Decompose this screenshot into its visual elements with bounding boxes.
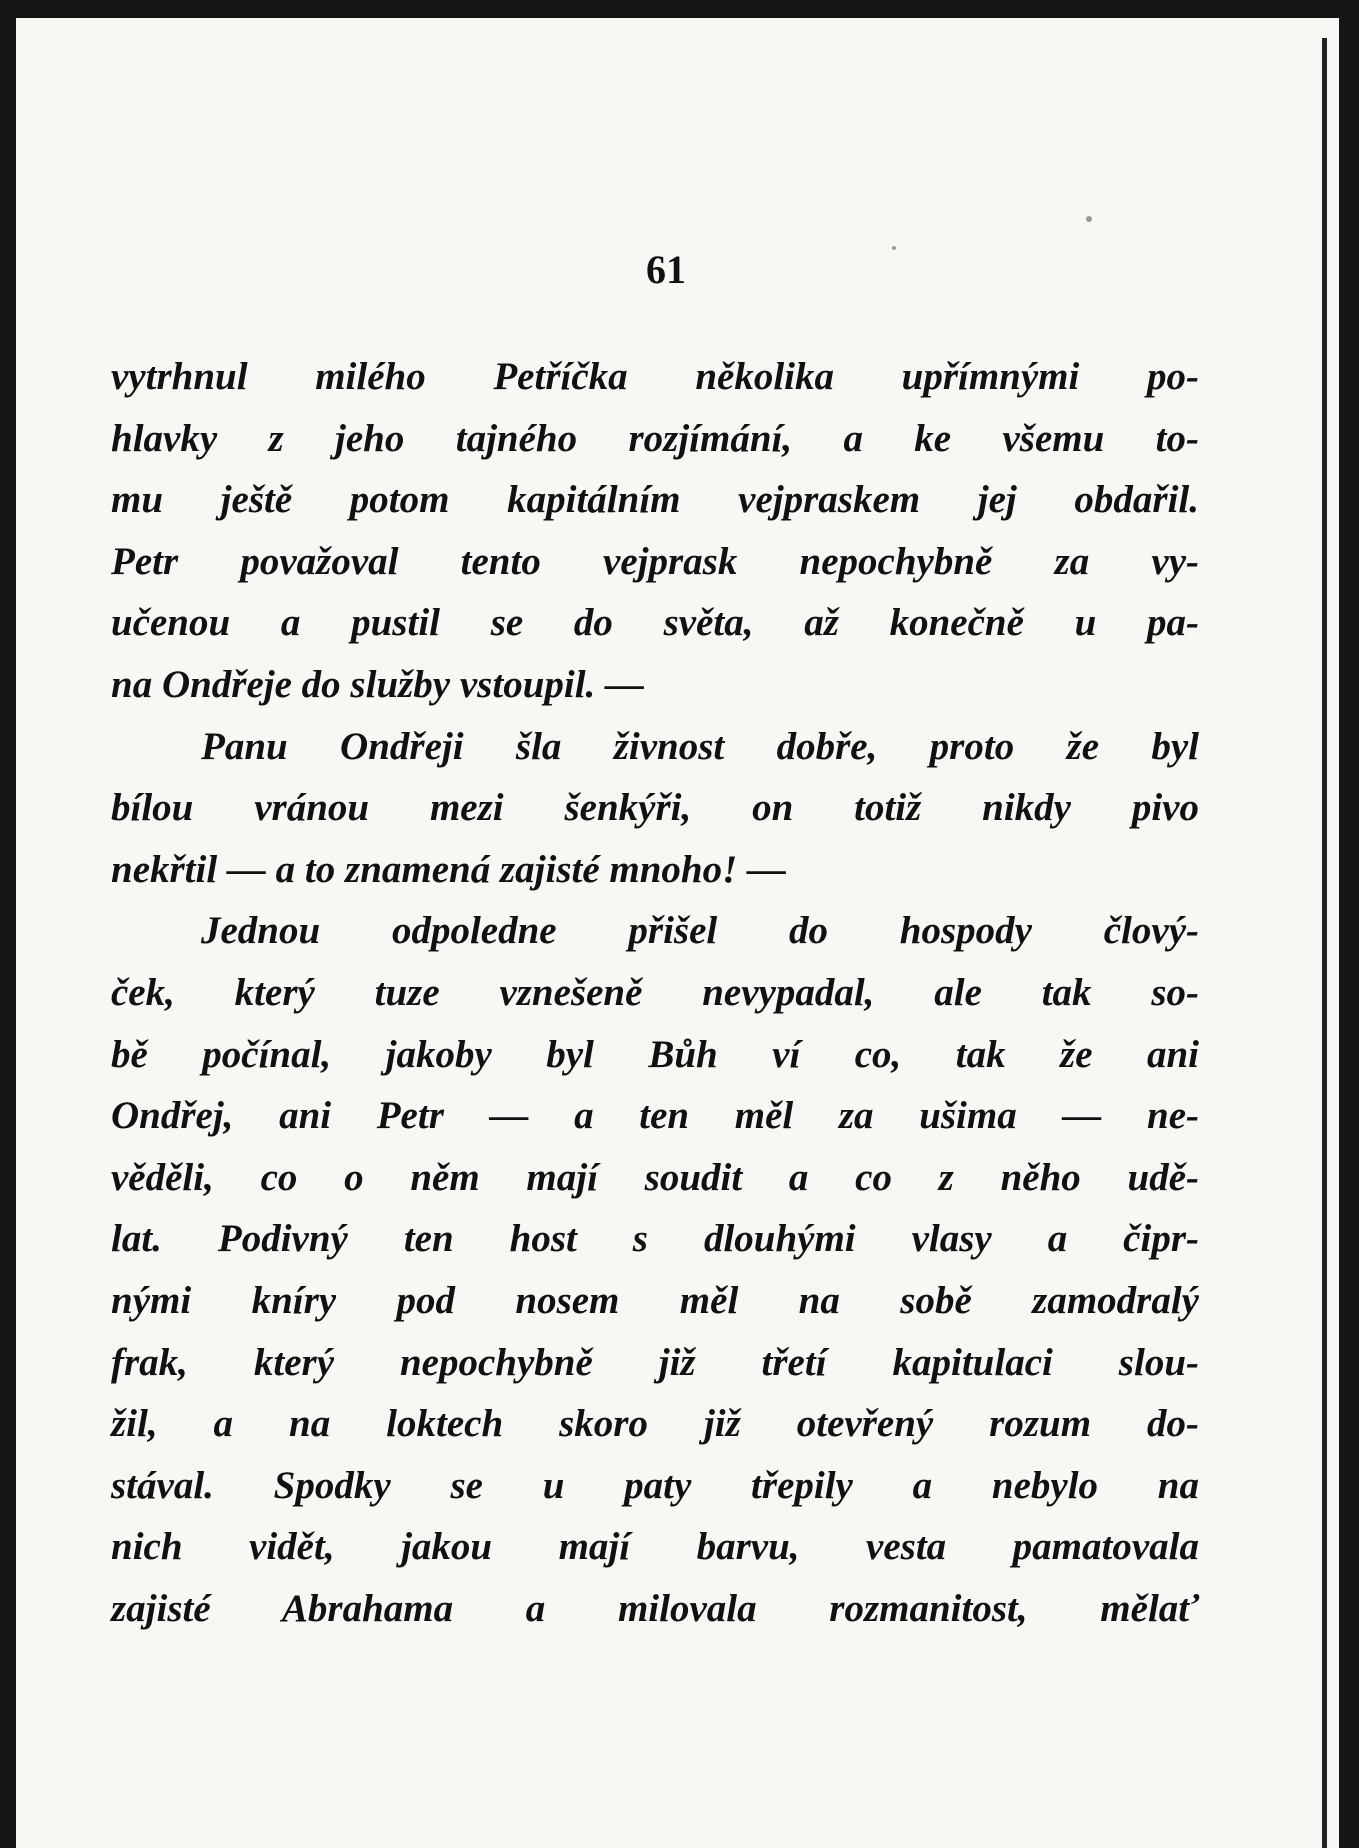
text-line: bílou vránou mezi šenkýři, on totiž nikdy pivo (111, 786, 1199, 830)
text-line: Panu Ondřeji šla živnost dobře, proto že byl (201, 724, 1199, 768)
text-line: mu ještě potom kapitálním vejpraskem jej obdařil. (111, 478, 1199, 522)
text-line: ček, který tuze vznešeně nevypadal, ale tak so- (111, 970, 1199, 1014)
text-line: zajisté Abrahama a milovala rozmanitost, mělať (111, 1586, 1199, 1630)
text-line: nými kníry pod nosem měl na sobě zamodralý (111, 1278, 1199, 1322)
text-line: vytrhnul milého Petříčka několika upřímnými po- (111, 355, 1199, 398)
text-line: stával. Spodky se u paty třepily a nebylo na (111, 1463, 1199, 1507)
dust-speck (892, 246, 896, 250)
dust-speck (1086, 216, 1092, 222)
text-line: žil, a na loktech skoro již otevřený rozum do- (111, 1402, 1199, 1446)
page-number: 61 (646, 247, 686, 292)
text-line: učenou a pustil se do světa, až konečně u pa- (111, 601, 1199, 645)
text-line: hlavky z jeho tajného rozjímání, a ke všemu to- (111, 416, 1199, 460)
text-line: Petr považoval tento vejprask nepochybně za vy- (111, 539, 1199, 583)
dust-speck (1354, 1588, 1358, 1592)
text-line: nekřtil — a to znamená zajisté mnoho! — (111, 847, 787, 891)
body-text (111, 346, 1199, 1639)
text-line: na Ondřeje do služby vstoupil. — (111, 662, 645, 706)
text-line: věděli, co o něm mají soudit a co z něho udě- (111, 1155, 1199, 1199)
scan-edge (1322, 38, 1327, 1848)
text-line: nich vidět, jakou mají barvu, vesta pamatovala (111, 1525, 1199, 1569)
text-line: frak, který nepochybně již třetí kapitulaci slou- (111, 1340, 1199, 1384)
text-line: lat. Podivný ten host s dlouhými vlasy a čipr- (111, 1217, 1199, 1261)
text-line: Jednou odpoledne přišel do hospody člový- (201, 909, 1199, 953)
text-line: Ondřej, ani Petr — a ten měl za ušima — ne- (111, 1094, 1199, 1138)
text-line: bě počínal, jakoby byl Bůh ví co, tak že ani (111, 1032, 1199, 1076)
